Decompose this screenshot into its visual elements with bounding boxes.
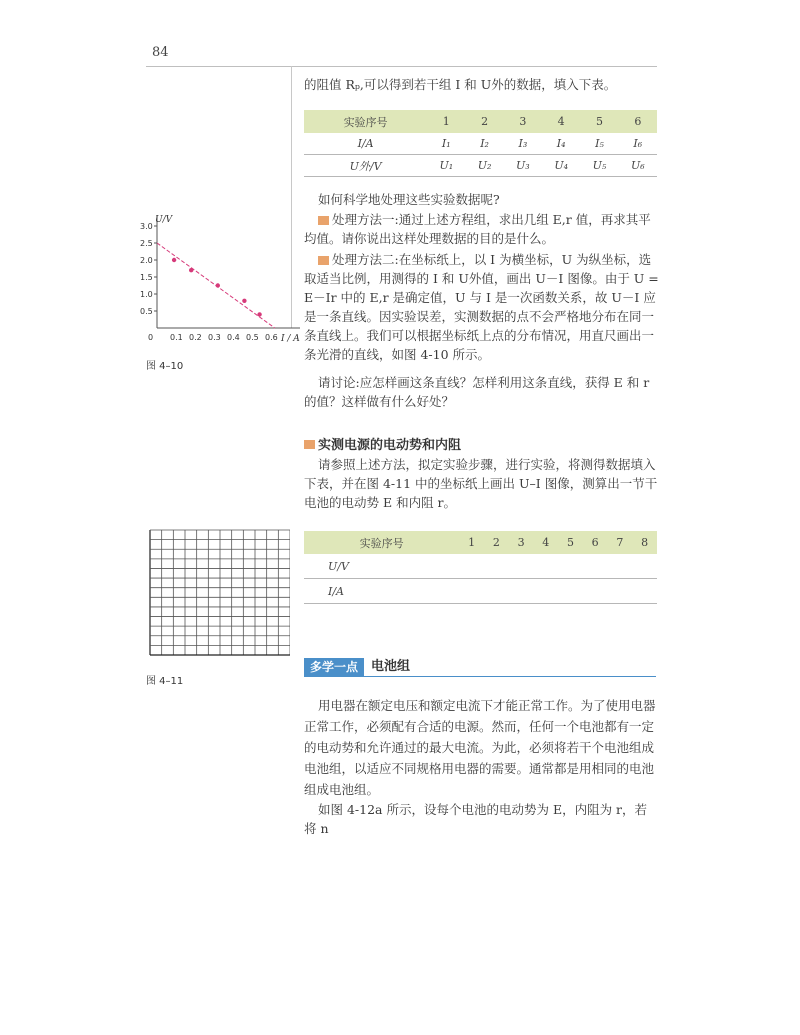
x-tick-label: 0 xyxy=(148,333,154,342)
table-cell: I₃ xyxy=(504,133,542,155)
table-cell: U₄ xyxy=(542,155,580,177)
table-header-cell: 5 xyxy=(558,531,583,554)
table-header-cell: 8 xyxy=(632,531,657,554)
y-tick-label: 3.0 xyxy=(140,222,153,231)
table-cell: U₁ xyxy=(427,155,465,177)
table-cell: U₆ xyxy=(619,155,657,177)
table-header-row xyxy=(304,110,657,133)
table-header-cell: 实验序号 xyxy=(304,110,427,133)
table-cell: I₁ xyxy=(427,133,465,155)
table-header-cell: 4 xyxy=(542,110,580,133)
figure-caption: 图 4–10 xyxy=(146,361,184,372)
empty-cells xyxy=(484,554,657,579)
row-label: I/A xyxy=(304,579,484,604)
discuss-text: 请讨论:应怎样画这条直线？怎样利用这条直线，获得 E 和 r 的值？这样做有什么好处？ xyxy=(304,375,650,409)
table-header-cell: 1 xyxy=(459,531,484,554)
page-number: 84 xyxy=(152,45,169,60)
bullet-marker-icon xyxy=(318,216,329,225)
table-header-cell: 5 xyxy=(580,110,618,133)
table-row xyxy=(304,133,657,155)
table-cell: I₂ xyxy=(465,133,503,155)
y-tick-label: 2.0 xyxy=(140,256,153,265)
x-tick-label: 0.6 xyxy=(265,333,278,342)
x-axis-label: I / A xyxy=(281,334,300,344)
table-row xyxy=(304,155,657,177)
method1-content: 处理方法一:通过上述方程组，求出几组 E,r 值，再求其平均值。请你说出这样处理数据的目的是什么。 xyxy=(304,212,651,246)
data-table-2 xyxy=(304,531,657,604)
table-row xyxy=(304,554,657,579)
x-tick-label: 0.5 xyxy=(246,333,259,342)
learn-more-rule xyxy=(304,676,656,677)
table-cell: I/A xyxy=(304,133,427,155)
table-header-cell: 1 xyxy=(427,110,465,133)
method1-text xyxy=(304,210,659,248)
table-header-cell: 6 xyxy=(619,110,657,133)
table-header-row xyxy=(304,531,657,554)
table-header-cell: 3 xyxy=(504,110,542,133)
table-cell: U₅ xyxy=(580,155,618,177)
header-rule xyxy=(146,66,657,67)
table-cell: U₂ xyxy=(465,155,503,177)
bullet-marker-icon xyxy=(318,256,329,265)
empty-cells xyxy=(484,579,657,604)
table-cell: U₃ xyxy=(504,155,542,177)
y-tick-label: 0.5 xyxy=(140,307,153,316)
intro-text: 的阻值 Rₚ,可以得到若干组 I 和 U外的数据，填入下表。 xyxy=(304,77,617,92)
method2-content: 处理方法二:在坐标纸上，以 I 为横坐标，U 为纵坐标，选取适当比例，用测得的 I 和 U外值，画出 U－I 图像。由于 U = E－Ir 中的 E,r 是确定值，U 与 I 是一次函数关系，故 U－I 应是一条直线。因实验误差，实测数据的点不会严格地分布在同一条直线上。我们可以根据坐标纸上点的分布情况，用直尺画出一条光滑的直线，如图 4-10 所示。 xyxy=(304,252,659,362)
section-marker-icon xyxy=(304,440,315,449)
learn-more-title: 电池组 xyxy=(371,659,411,674)
graph-paper-figure xyxy=(140,510,290,660)
y-tick-label: 1.0 xyxy=(140,290,153,299)
fig12-text: 如图 4-12a 所示，设每个电池的电动势为 E，内阻为 r，若将 n xyxy=(304,802,648,836)
x-tick-label: 0.4 xyxy=(227,333,240,342)
table-cell: I₆ xyxy=(619,133,657,155)
table-header-cell: 3 xyxy=(509,531,534,554)
table-header-cell: 2 xyxy=(465,110,503,133)
data-point xyxy=(242,299,246,303)
battery-text: 用电器在额定电压和额定电流下才能正常工作。为了使用电器正常工作，必须配有合适的电源。然而，任何一个电池都有一定的电动势和允许通过的最大电流。为此，必须将若干个电池组成电池组，以适应不同规格用电器的需要。通常都是用相同的电池组成电池组。 xyxy=(304,698,656,797)
section-heading: 实测电源的电动势和内阻 xyxy=(318,438,462,453)
y-tick-label: 1.5 xyxy=(140,273,153,282)
table-cell: I₄ xyxy=(542,133,580,155)
table-row xyxy=(304,579,657,604)
method2-text xyxy=(304,250,659,364)
measure-text: 请参照上述方法，拟定实验步骤，进行实验，将测得数据填入下表，并在图 4-11 中的坐标纸上画出 U–I 图像，测算出一节干电池的电动势 E 和内阻 r。 xyxy=(304,457,658,510)
table-header-cell: 2 xyxy=(484,531,509,554)
learn-more-badge: 多学一点 xyxy=(304,658,364,676)
y-axis-label: U/V xyxy=(155,215,173,225)
data-table-1 xyxy=(304,110,657,177)
row-label: U/V xyxy=(304,554,484,579)
table-cell: U外/V xyxy=(304,155,427,177)
table-header-cell: 4 xyxy=(533,531,558,554)
data-point xyxy=(172,258,176,262)
figure-caption: 图 4–11 xyxy=(146,676,184,687)
y-tick-label: 2.5 xyxy=(140,239,153,248)
x-tick-label: 0.1 xyxy=(170,333,183,342)
x-tick-label: 0.2 xyxy=(189,333,202,342)
data-point xyxy=(216,283,220,287)
table-header-cell: 实验序号 xyxy=(304,531,459,554)
data-point xyxy=(257,312,261,316)
x-tick-label: 0.3 xyxy=(208,333,221,342)
question-text: 如何科学地处理这些实验数据呢? xyxy=(318,192,500,207)
table-header-cell: 6 xyxy=(583,531,608,554)
ui-graph-figure xyxy=(140,208,310,348)
table-cell: I₅ xyxy=(580,133,618,155)
table-header-cell: 7 xyxy=(608,531,633,554)
data-point xyxy=(189,268,193,272)
